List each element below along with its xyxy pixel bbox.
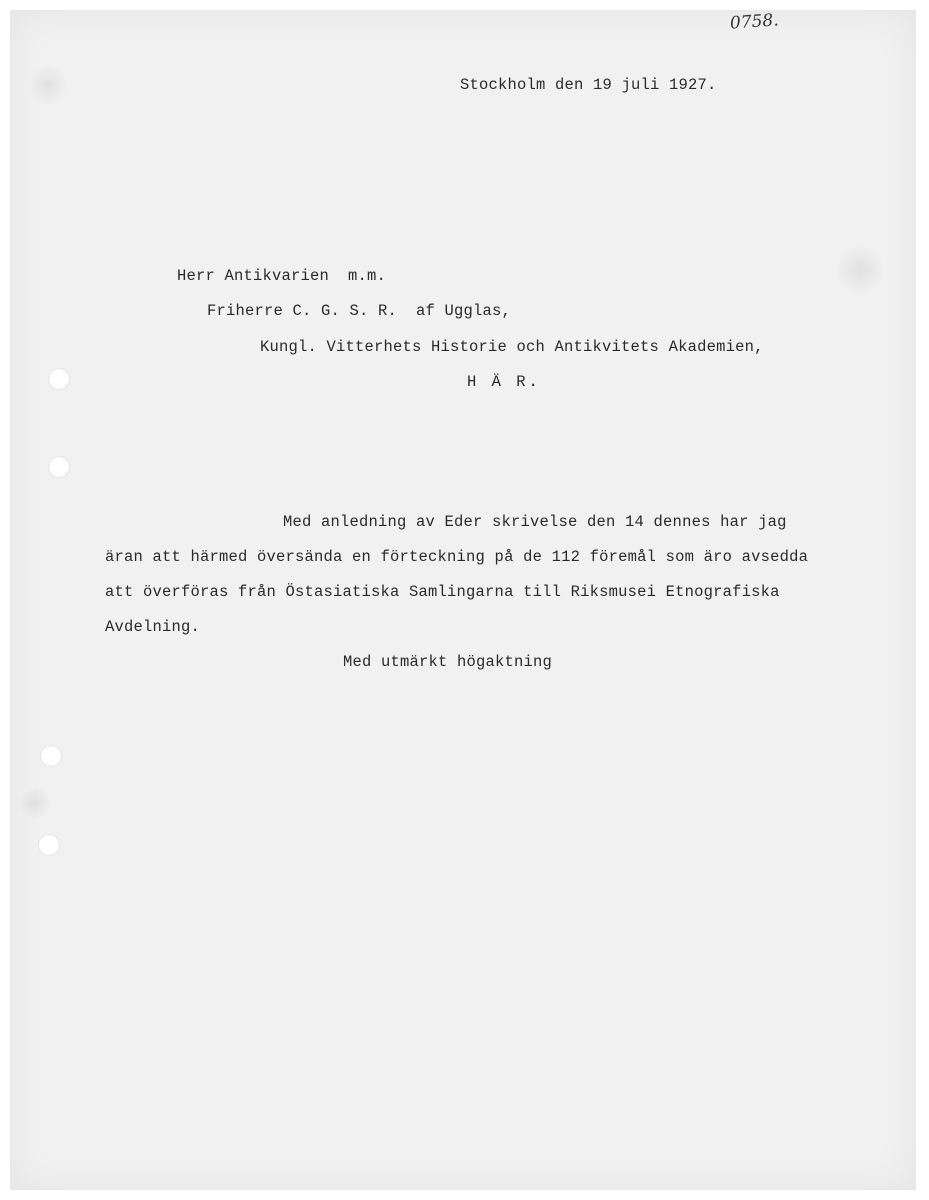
punch-hole — [40, 745, 62, 767]
punch-hole — [48, 368, 70, 390]
address-line-4: H Ä R. — [467, 373, 541, 391]
body-line-2: äran att härmed översända en förteckning på de 112 föremål som äro avsedda — [105, 548, 809, 566]
body-line-1: Med anledning av Eder skrivelse den 14 dennes har jag — [283, 513, 787, 531]
paper-smudge — [28, 65, 68, 105]
address-line-2: Friherre C. G. S. R. af Ugglas, — [207, 302, 512, 320]
address-line-3: Kungl. Vitterhets Historie och Antikvitets Akademien, — [260, 338, 764, 356]
archive-number: 0758. — [729, 10, 780, 34]
body-line-4: Avdelning. — [105, 618, 201, 636]
address-line-1: Herr Antikvarien m.m. — [177, 267, 387, 285]
paper-smudge — [835, 245, 885, 295]
letter-page — [10, 10, 916, 1190]
paper-smudge — [20, 785, 50, 821]
punch-hole — [48, 456, 70, 478]
date-line: Stockholm den 19 juli 1927. — [460, 76, 717, 94]
closing-line: Med utmärkt högaktning — [343, 653, 553, 671]
punch-hole — [38, 834, 60, 856]
body-line-3: att överföras från Östasiatiska Samlingarna till Riksmusei Etnografiska — [105, 583, 780, 601]
